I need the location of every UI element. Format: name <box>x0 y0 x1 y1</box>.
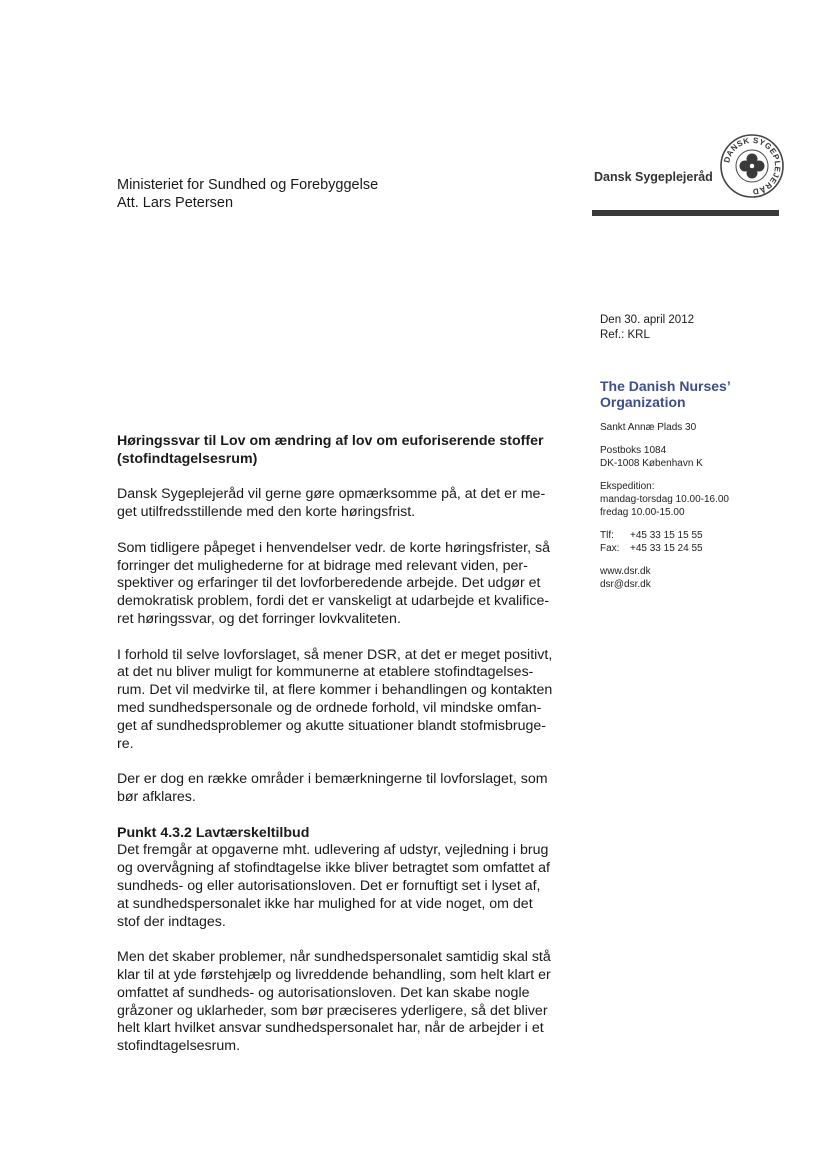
email: dsr@dsr.dk <box>600 579 651 590</box>
text-line: stofindtagelsesrum. <box>117 1038 241 1055</box>
text-line: med sundhedspersonale og de ordnede forhold, vil mindske omfan- <box>117 699 542 716</box>
text-line: helt klart hvilket ansvar sundhedspersonalet har, når de arbejder i et <box>117 1020 544 1037</box>
opening-hours-label: Ekspedition: <box>600 481 655 492</box>
text-line: bør afklares. <box>117 788 196 805</box>
paragraph-low-threshold <box>117 842 567 931</box>
paragraph-previous-concerns <box>117 540 567 629</box>
nurses-seal-logo <box>719 133 785 199</box>
text-line: og overvågning af stofindtagelse ikke bliver betragtet som omfattet af <box>117 860 550 877</box>
text-line: Der er dog en række områder i bemærkningerne til lovforslaget, som <box>117 771 548 788</box>
english-org-name <box>600 378 731 410</box>
website: www.dsr.dk <box>600 566 651 577</box>
postbox: Postboks 1084 <box>600 445 667 456</box>
text-line: I forhold til selve lovforslaget, så mener DSR, at det er meget positivt, <box>117 646 553 663</box>
phone-line <box>600 529 729 542</box>
text-line: Det fremgår at opgaverne mht. udlevering af udstyr, vejledning i brug <box>117 842 549 859</box>
text-line: get af sundhedsproblemer og akutte situationer blandt stofmisbruge- <box>117 717 547 734</box>
text-line: gråzoner og uklarheder, som bør præciseres yderligere, så det bliver <box>117 1002 548 1019</box>
contact-sidebar <box>600 421 729 601</box>
text-line: at sundhedspersonalet ikke har mulighed for at vide noget, om det <box>117 895 533 912</box>
street-address: Sankt Annæ Plads 30 <box>600 422 697 433</box>
text-line: omfattet af sundheds- og autorisationsloven. Det kan skabe nogle <box>117 984 530 1001</box>
paragraph-positive-view <box>117 647 567 754</box>
text-line: at det nu bliver muligt for kommunerne at etablere stofindtagelses- <box>117 664 534 681</box>
recipient-attention: Att. Lars Petersen <box>117 195 234 211</box>
text-line: sundheds- og eller autorisationsloven. Det er fornuftigt set i lyset af, <box>117 877 541 894</box>
text-line: klar til at yde førstehjælp og livreddende behandling, som helt klart er <box>117 966 551 983</box>
paragraph-areas-to-clarify <box>117 771 567 807</box>
text-line: demokratisk problem, fordi det er vanskeligt at udarbejde et kvalifice- <box>117 593 550 610</box>
paragraph-responsibility <box>117 949 567 1056</box>
text-line: re. <box>117 735 134 752</box>
text-line: Dansk Sygeplejeråd vil gerne gøre opmærksomme på, at det er me- <box>117 486 546 503</box>
english-org-name-line1: The Danish Nurses’ <box>600 378 731 394</box>
letterhead-rule <box>592 210 779 216</box>
phone-number: +45 33 15 15 55 <box>630 530 703 541</box>
recipient-block <box>117 176 378 212</box>
letterhead-org-name: Dansk Sygeplejeråd <box>594 170 713 184</box>
seal-text: DANSK SYGEPLEJERÅD <box>722 135 783 197</box>
letter-reference: Ref.: KRL <box>600 329 650 341</box>
fax-number: +45 33 15 24 55 <box>630 543 703 554</box>
english-org-name-line2: Organization <box>600 394 686 410</box>
postal-city: DK-1008 København K <box>600 458 703 469</box>
subject-line: Høringssvar til Lov om ændring af lov om euforiserende stoffer <box>117 433 544 449</box>
opening-hours-weekdays: mandag-torsdag 10.00-16.00 <box>600 494 729 505</box>
letter-date: Den 30. april 2012 <box>600 314 694 326</box>
fax-line <box>600 542 729 555</box>
text-line: get utilfredsstillende med den korte høringsfrist. <box>117 504 416 521</box>
text-line: spektiver og erfaringer til det lovforberedende arbejde. Det udgør et <box>117 575 541 592</box>
letter-body <box>117 433 567 1074</box>
recipient-ministry: Ministeriet for Sundhed og Forebyggelse <box>117 177 379 193</box>
text-line: Som tidligere påpeget i henvendelser vedr. de korte høringsfrister, så <box>117 539 550 556</box>
letter-subject <box>117 433 567 469</box>
section-heading: Punkt 4.3.2 Lavtærskeltilbud <box>117 824 310 841</box>
paragraph-hearing-deadline <box>117 486 567 522</box>
phone-label: Tlf: <box>600 530 614 541</box>
text-line: ret høringssvar, og det forringer lovkvaliteten. <box>117 610 401 627</box>
text-line: stof der indtages. <box>117 913 226 930</box>
opening-hours-friday: fredag 10.00-15.00 <box>600 507 685 518</box>
subject-line: (stofindtagelsesrum) <box>117 450 258 467</box>
text-line: Men det skaber problemer, når sundhedspersonalet samtidig skal stå <box>117 949 551 966</box>
fax-label: Fax: <box>600 543 620 554</box>
date-ref-block <box>600 313 694 343</box>
text-line: forringer det mulighederne for at bidrage med relevant viden, per- <box>117 557 528 574</box>
text-line: rum. Det vil medvirke til, at flere kommer i behandlingen og kontakten <box>117 682 553 699</box>
